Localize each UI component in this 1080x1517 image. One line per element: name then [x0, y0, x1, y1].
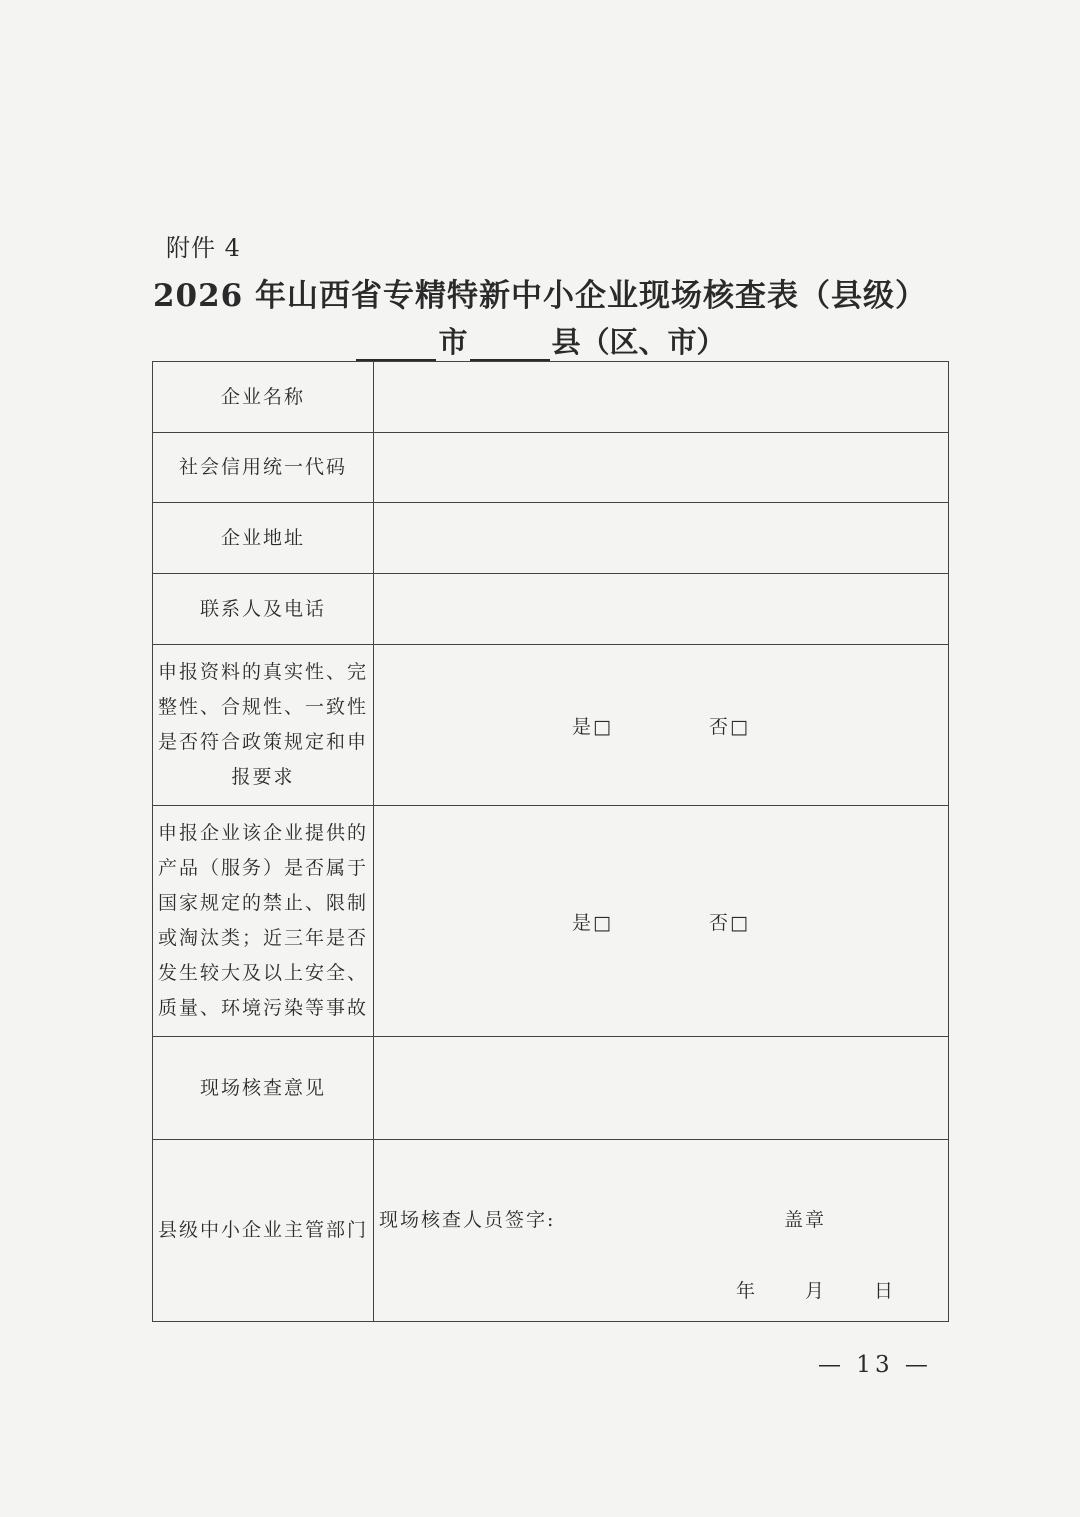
city-blank[interactable] [356, 331, 436, 361]
form-row [153, 503, 949, 574]
subtitle-county: 县（区、市） [551, 325, 726, 359]
field-label-opinion: 现场核查意见 [153, 1037, 374, 1140]
county-blank[interactable] [470, 331, 550, 361]
form-row [153, 1037, 949, 1140]
attachment-label: 附件 4 [166, 234, 241, 262]
field-label-authenticity: 申报资料的真实性、完整性、合规性、一致性是否符合政策规定和申报要求 [153, 645, 374, 806]
authenticity-choice [374, 645, 949, 806]
no-checkbox[interactable]: 否□ [709, 911, 750, 934]
field-label-contact: 联系人及电话 [153, 574, 374, 645]
inspection-form [152, 361, 949, 1322]
form-row [153, 1140, 949, 1322]
signature-label: 现场核查人员签字: [379, 1209, 556, 1231]
month-label: 月 [805, 1280, 827, 1302]
page-subtitle [150, 320, 930, 361]
field-label-credit-code: 社会信用统一代码 [153, 433, 374, 503]
no-checkbox[interactable]: 否□ [709, 715, 750, 738]
credit-code-field[interactable] [374, 433, 949, 503]
seal-label: 盖章 [784, 1209, 827, 1231]
day-label: 日 [874, 1280, 896, 1302]
yes-checkbox[interactable]: 是□ [572, 715, 613, 738]
page-title: 2026 年山西省专精特新中小企业现场核查表（县级） [152, 278, 928, 314]
field-label-compliance: 申报企业该企业提供的产品（服务）是否属于国家规定的禁止、限制或淘汰类；近三年是否发生较大及以上安全、质量、环境污染等事故 [153, 806, 374, 1037]
subtitle-city: 市 [438, 325, 468, 359]
address-field[interactable] [374, 503, 949, 574]
field-label-company-name: 企业名称 [153, 362, 374, 433]
opinion-field[interactable] [374, 1037, 949, 1140]
page-number: — 13 — [818, 1352, 932, 1378]
contact-field[interactable] [374, 574, 949, 645]
compliance-choice [374, 806, 949, 1037]
form-row [153, 574, 949, 645]
date-line [736, 1276, 943, 1303]
year-label: 年 [736, 1280, 758, 1302]
form-row [153, 806, 949, 1037]
field-label-address: 企业地址 [153, 503, 374, 574]
field-label-department: 县级中小企业主管部门 [153, 1140, 374, 1322]
form-row [153, 433, 949, 503]
form-row [153, 362, 949, 433]
signature-cell[interactable] [374, 1140, 949, 1322]
yes-checkbox[interactable]: 是□ [572, 911, 613, 934]
company-name-field[interactable] [374, 362, 949, 433]
form-row [153, 645, 949, 806]
